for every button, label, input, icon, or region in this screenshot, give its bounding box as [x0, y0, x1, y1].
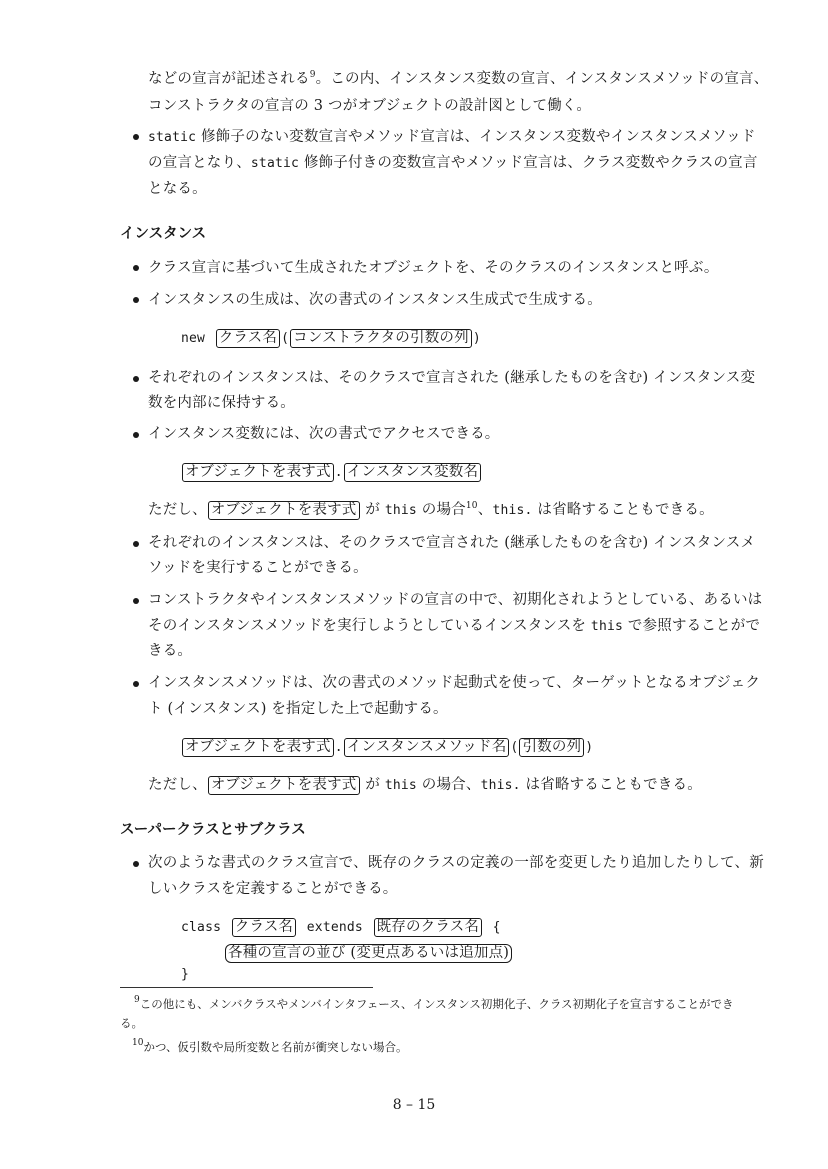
method-invocation-expression	[181, 737, 593, 758]
note-this-omission-2	[148, 775, 702, 796]
intro-line-1	[148, 69, 768, 89]
instance-bullet-3-line-2: 数を内部に保持する。	[148, 395, 295, 411]
placeholder-box-object-expr: オブジェクトを表す式	[182, 738, 334, 757]
text: は省略することもできる。	[520, 777, 702, 793]
bullet-icon	[133, 681, 139, 687]
instance-bullet-5-line-1: それぞれのインスタンスは、そのクラスで宣言された (継承したものを含む) インスタンスメ	[148, 535, 756, 551]
footnote-ref-9[interactable]: 9	[309, 70, 316, 80]
intro-line-2: コンストラクタの宣言の 3 つがオブジェクトの設計図として働く。	[148, 98, 592, 114]
section-heading-instance: インスタンス	[120, 226, 207, 242]
footnote-mark-10: 10	[132, 1038, 144, 1048]
placeholder-box-object-expr: オブジェクトを表す式	[182, 463, 334, 482]
class-declaration-line-1	[181, 917, 501, 938]
bullet-icon	[133, 265, 139, 271]
footnote-divider	[120, 987, 373, 988]
instance-bullet-1: クラス宣言に基づいて生成されたオブジェクトを、そのクラスのインスタンスと呼ぶ。	[148, 260, 719, 276]
text: そのインスタンスメソッドを実行しようとしているインスタンスを	[148, 618, 591, 634]
dot: .	[334, 740, 343, 755]
text: 。この内、インスタンス変数の宣言、インスタンスメソッドの宣言、	[315, 71, 769, 87]
text: かつ、仮引数や局所変数と名前が衝突しない場合。	[143, 1040, 408, 1054]
placeholder-box-existing-class-name: 既存のクラス名	[374, 918, 482, 937]
placeholder-box-declarations: 各種の宣言の並び (変更点あるいは追加点)	[225, 944, 512, 963]
code-static: static	[148, 130, 197, 145]
static-bullet-line-2	[148, 153, 758, 174]
instance-bullet-3-line-1: それぞれのインスタンスは、そのクラスで宣言された (継承したものを含む) インスタンス変	[148, 370, 756, 386]
text: などの宣言が記述される	[148, 71, 310, 87]
text: は省略することもできる。	[532, 502, 714, 518]
instance-bullet-6-line-1: コンストラクタやインスタンスメソッドの宣言の中で、初期化されようとしている、あるいは	[148, 592, 763, 608]
page-number: 8 – 15	[392, 1097, 436, 1113]
instance-bullet-7-line-1: インスタンスメソッドは、次の書式のメソッド起動式を使って、ターゲットとなるオブジェク	[148, 675, 761, 691]
code-extends: extends	[306, 920, 363, 935]
code-class: class	[181, 920, 222, 935]
bullet-icon	[133, 376, 139, 382]
code-static: static	[250, 156, 300, 171]
instance-bullet-4: インスタンス変数には、次の書式でアクセスできる。	[148, 426, 500, 442]
paren-open: (	[281, 331, 290, 346]
class-declaration-body	[224, 943, 513, 963]
text: 、	[477, 502, 493, 518]
bullet-icon	[133, 432, 139, 438]
instance-bullet-2: インスタンスの生成は、次の書式のインスタンス生成式で生成する。	[148, 292, 602, 308]
paren-close: )	[472, 331, 481, 346]
note-this-omission-1	[148, 500, 714, 521]
new-expression	[181, 328, 481, 349]
code-new: new	[181, 331, 206, 346]
field-access-expression	[181, 462, 482, 483]
code-this: this	[590, 619, 624, 634]
section-heading-superclass: スーパークラスとサブクラス	[120, 822, 306, 838]
placeholder-box-constructor-args: コンストラクタの引数の列	[290, 329, 472, 348]
placeholder-box-class-name: クラス名	[232, 918, 296, 937]
bullet-icon	[133, 297, 139, 303]
placeholder-box-object-expr: オブジェクトを表す式	[208, 776, 360, 795]
instance-bullet-7-line-2: ト (インスタンス) を指定した上で起動する。	[148, 701, 448, 717]
text: この他にも、メンバクラスやメンバインタフェース、インスタンス初期化子、クラス初期化子を宣言することができ	[139, 997, 734, 1011]
instance-bullet-6-line-3: きる。	[148, 643, 193, 659]
static-bullet-line-1	[148, 127, 756, 148]
code-this: this	[384, 503, 417, 518]
paren-open: (	[510, 740, 519, 755]
bullet-icon	[133, 598, 139, 604]
code-this: this	[384, 778, 417, 793]
dot: .	[334, 465, 343, 480]
paren-close: )	[585, 740, 594, 755]
super-bullet-1-line-2: しいクラスを定義することができる。	[148, 881, 398, 897]
text: ただし、	[148, 502, 207, 518]
bullet-icon	[133, 134, 139, 140]
placeholder-box-instance-var-name: インスタンス変数名	[344, 463, 481, 482]
bullet-icon	[133, 861, 139, 867]
text: 修飾子のない変数宣言やメソッド宣言は、インスタンス変数やインスタンスメソッド	[196, 129, 756, 145]
code-this-dot: this.	[480, 778, 521, 793]
text: 修飾子付きの変数宣言やメソッド宣言は、クラス変数やクラスの宣言	[299, 155, 758, 171]
class-declaration-close	[181, 964, 189, 985]
text: ただし、	[148, 777, 207, 793]
text: の宣言となり、	[148, 155, 251, 171]
placeholder-box-object-expr: オブジェクトを表す式	[208, 501, 360, 520]
brace-open: {	[492, 920, 501, 935]
text: が	[360, 777, 385, 793]
text: が	[360, 502, 385, 518]
super-bullet-1-line-1: 次のような書式のクラス宣言で、既存のクラスの定義の一部を変更したり追加したりして、新	[148, 855, 764, 871]
placeholder-box-method-name: インスタンスメソッド名	[344, 738, 510, 757]
static-bullet-line-3: となる。	[148, 181, 207, 197]
instance-bullet-6-line-2	[148, 616, 760, 637]
text: で参照することがで	[623, 618, 761, 634]
footnote-mark-9: 9	[134, 995, 140, 1005]
code-this-dot: this.	[492, 503, 533, 518]
text: の場合、	[416, 777, 481, 793]
footnote-10	[132, 1038, 408, 1056]
brace-close: }	[181, 967, 190, 982]
instance-bullet-5-line-2: ソッドを実行することができる。	[148, 560, 368, 576]
footnote-ref-10[interactable]: 10	[465, 501, 478, 511]
placeholder-box-args: 引数の列	[519, 738, 584, 757]
footnote-9-line-2: る。	[120, 1016, 143, 1030]
bullet-icon	[133, 541, 139, 547]
footnote-9	[134, 995, 733, 1013]
text: の場合	[416, 502, 466, 518]
placeholder-box-class-name: クラス名	[216, 329, 280, 348]
